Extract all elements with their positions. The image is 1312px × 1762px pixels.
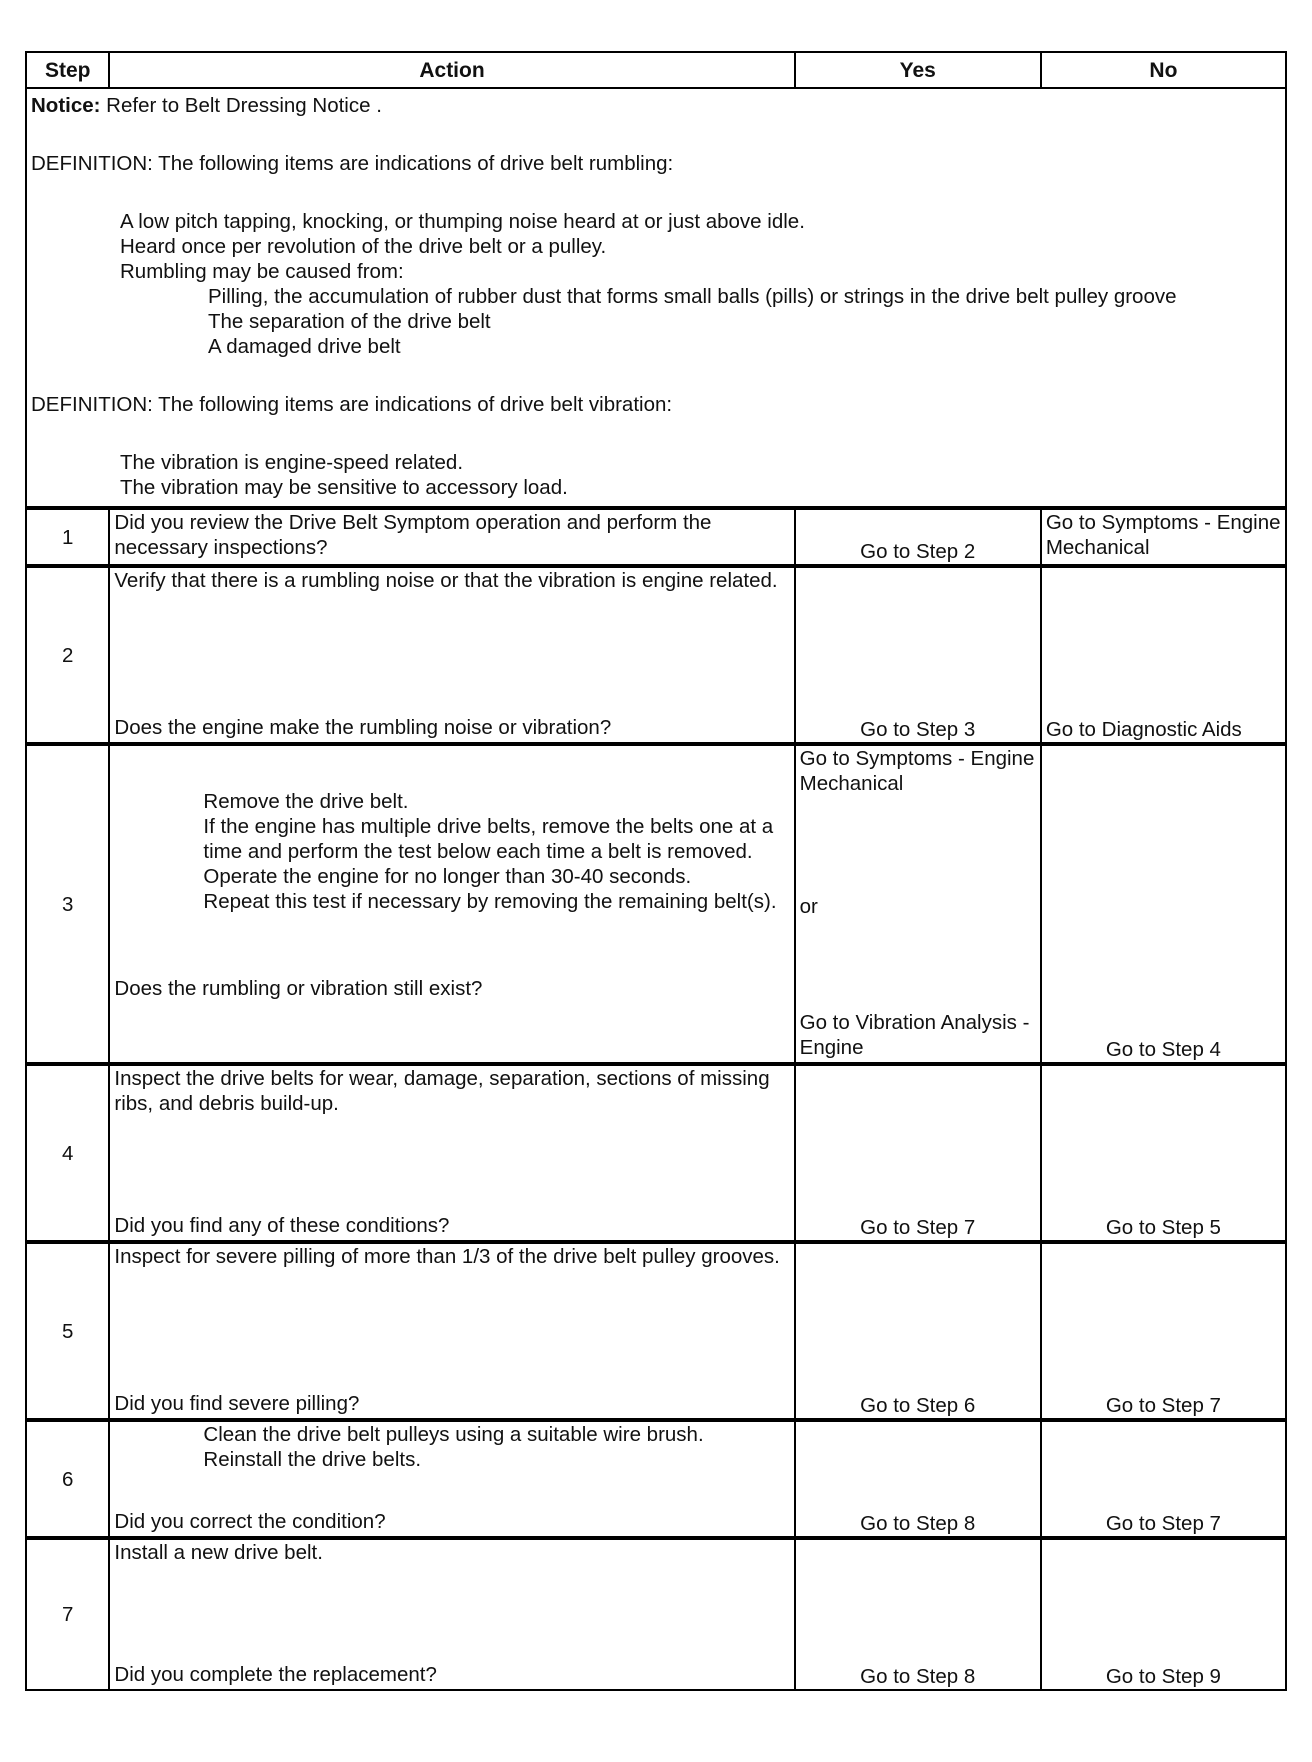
step-number: 1 — [26, 508, 109, 566]
notice — [31, 93, 1281, 118]
cause-item: The separation of the drive belt — [208, 310, 491, 333]
notice-label: Notice: — [31, 94, 101, 117]
header-step: Step — [26, 52, 109, 88]
notice-text: Refer to Belt Dressing Notice . — [100, 94, 382, 117]
step-number: 3 — [26, 744, 109, 1064]
step-number: 6 — [26, 1420, 109, 1538]
diagnostic-table — [25, 51, 1287, 1691]
step-instruction: Inspect for severe pilling of more than 1/3 of the drive belt pulley grooves. — [114, 1245, 780, 1268]
sub-item: Clean the drive belt pulleys using a suitable wire brush. — [203, 1423, 704, 1446]
vibration-item: The vibration is engine-speed related. — [120, 451, 464, 474]
cause-item: A damaged drive belt — [208, 335, 401, 358]
step-row-6 — [26, 1420, 1286, 1538]
step-sublist — [114, 789, 789, 914]
header-row — [26, 52, 1286, 88]
yes-or: or — [799, 895, 818, 918]
step-action — [109, 566, 794, 744]
header-no: No — [1041, 52, 1286, 88]
definition-rumbling: DEFINITION: The following items are indications of drive belt rumbling: — [31, 152, 674, 175]
step-question: Did you correct the condition? — [114, 1510, 386, 1533]
step-number: 4 — [26, 1064, 109, 1242]
definition-vibration: DEFINITION: The following items are indications of drive belt vibration: — [31, 393, 673, 416]
step-row-2 — [26, 566, 1286, 744]
step-question: Does the engine make the rumbling noise or vibration? — [114, 716, 612, 739]
step-no: Go to Step 5 — [1041, 1064, 1286, 1242]
step-action — [109, 1064, 794, 1242]
step-number: 7 — [26, 1538, 109, 1690]
step-action: Did you review the Drive Belt Symptom operation and perform the necessary inspections? — [109, 508, 794, 566]
rumbling-item: A low pitch tapping, knocking, or thumping noise heard at or just above idle. — [120, 210, 805, 233]
step-instruction: Verify that there is a rumbling noise or that the vibration is engine related. — [114, 569, 778, 592]
cause-item: Pilling, the accumulation of rubber dust that forms small balls (pills) or strings in the drive belt pulley groove — [208, 285, 1177, 308]
yes-option-b: Go to Vibration Analysis - Engine — [799, 1011, 1030, 1059]
intro-cell — [26, 88, 1286, 508]
step-question: Did you find any of these conditions? — [114, 1214, 450, 1237]
step-yes: Go to Step 7 — [795, 1064, 1041, 1242]
step-yes: Go to Step 3 — [795, 566, 1041, 744]
step-yes — [795, 744, 1041, 1064]
step-number: 2 — [26, 566, 109, 744]
step-yes: Go to Step 2 — [795, 508, 1041, 566]
sub-item: Operate the engine for no longer than 30-40 seconds. — [203, 865, 692, 888]
step-yes: Go to Step 8 — [795, 1420, 1041, 1538]
step-row-4 — [26, 1064, 1286, 1242]
step-action — [109, 744, 794, 1064]
header-yes: Yes — [795, 52, 1041, 88]
step-question: Did you complete the replacement? — [114, 1663, 437, 1686]
step-number: 5 — [26, 1242, 109, 1420]
sub-item: Repeat this test if necessary by removing the remaining belt(s). — [203, 890, 777, 913]
step-row-7 — [26, 1538, 1286, 1690]
step-row-1 — [26, 508, 1286, 566]
sub-item: Reinstall the drive belts. — [203, 1448, 422, 1471]
step-no: Go to Step 7 — [1041, 1242, 1286, 1420]
rumbling-item: Rumbling may be caused from: — [120, 260, 404, 283]
sub-item: If the engine has multiple drive belts, remove the belts one at a time and perform the test below each time a belt is removed. — [203, 815, 774, 863]
step-no: Go to Symptoms - Engine Mechanical — [1041, 508, 1286, 566]
step-action — [109, 1242, 794, 1420]
intro-row — [26, 88, 1286, 508]
step-row-3 — [26, 744, 1286, 1064]
step-no: Go to Step 4 — [1041, 744, 1286, 1064]
step-no: Go to Step 9 — [1041, 1538, 1286, 1690]
step-question: Does the rumbling or vibration still exist? — [114, 977, 483, 1000]
header-action: Action — [109, 52, 794, 88]
step-yes: Go to Step 6 — [795, 1242, 1041, 1420]
vibration-item: The vibration may be sensitive to accessory load. — [120, 476, 568, 499]
step-question: Did you find severe pilling? — [114, 1392, 360, 1415]
rumbling-item: Heard once per revolution of the drive belt or a pulley. — [120, 235, 607, 258]
step-row-5 — [26, 1242, 1286, 1420]
step-instruction: Install a new drive belt. — [114, 1541, 323, 1564]
step-no: Go to Step 7 — [1041, 1420, 1286, 1538]
sub-item: Remove the drive belt. — [203, 790, 409, 813]
step-yes: Go to Step 8 — [795, 1538, 1041, 1690]
step-instruction: Inspect the drive belts for wear, damage, separation, sections of missing ribs, and debris build-up. — [114, 1067, 770, 1115]
step-action — [109, 1538, 794, 1690]
step-no: Go to Diagnostic Aids — [1041, 566, 1286, 744]
step-sublist — [114, 1422, 789, 1472]
yes-option-a: Go to Symptoms - Engine Mechanical — [799, 747, 1035, 795]
step-action — [109, 1420, 794, 1538]
